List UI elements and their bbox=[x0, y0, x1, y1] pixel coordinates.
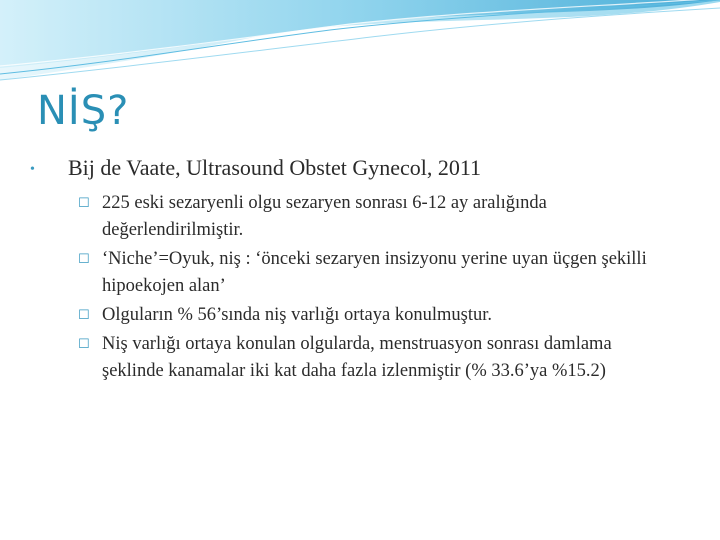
checkbox-bullet-icon: ☐ bbox=[78, 337, 90, 352]
subbullet-item bbox=[78, 190, 668, 244]
subbullet-item bbox=[78, 331, 668, 385]
subbullet-text: Niş varlığı ortaya konulan olgularda, menstruasyon sonrası damlama şeklinde kanamalar iki kat daha fazla izlenmiştir (% 33.6’ya %15.2) bbox=[102, 334, 612, 381]
bullet-dot-icon: • bbox=[30, 162, 35, 177]
subbullet-text: ‘Niche’=Oyuk, niş : ‘önceki sezaryen insizyonu yerine uyan üçgen şekilli hipoekojen alan’ bbox=[102, 249, 647, 296]
checkbox-bullet-icon: ☐ bbox=[78, 308, 90, 323]
header-wave-decoration bbox=[0, 0, 720, 100]
subbullet-text: 225 eski sezaryenli olgu sezaryen sonrası 6-12 ay aralığında değerlendirilmiştir. bbox=[102, 193, 547, 240]
checkbox-bullet-icon: ☐ bbox=[78, 252, 90, 267]
subbullet-item bbox=[78, 302, 668, 329]
slide-title: NİŞ? bbox=[37, 88, 130, 134]
bullet-text: Bij de Vaate, Ultrasound Obstet Gynecol, 2011 bbox=[68, 155, 482, 180]
subbullet-list bbox=[78, 190, 668, 385]
subbullet-text: Olguların % 56’sında niş varlığı ortaya konulmuştur. bbox=[102, 305, 492, 325]
checkbox-bullet-icon: ☐ bbox=[78, 196, 90, 211]
bullet-item bbox=[30, 155, 690, 181]
subbullet-item bbox=[78, 246, 668, 300]
